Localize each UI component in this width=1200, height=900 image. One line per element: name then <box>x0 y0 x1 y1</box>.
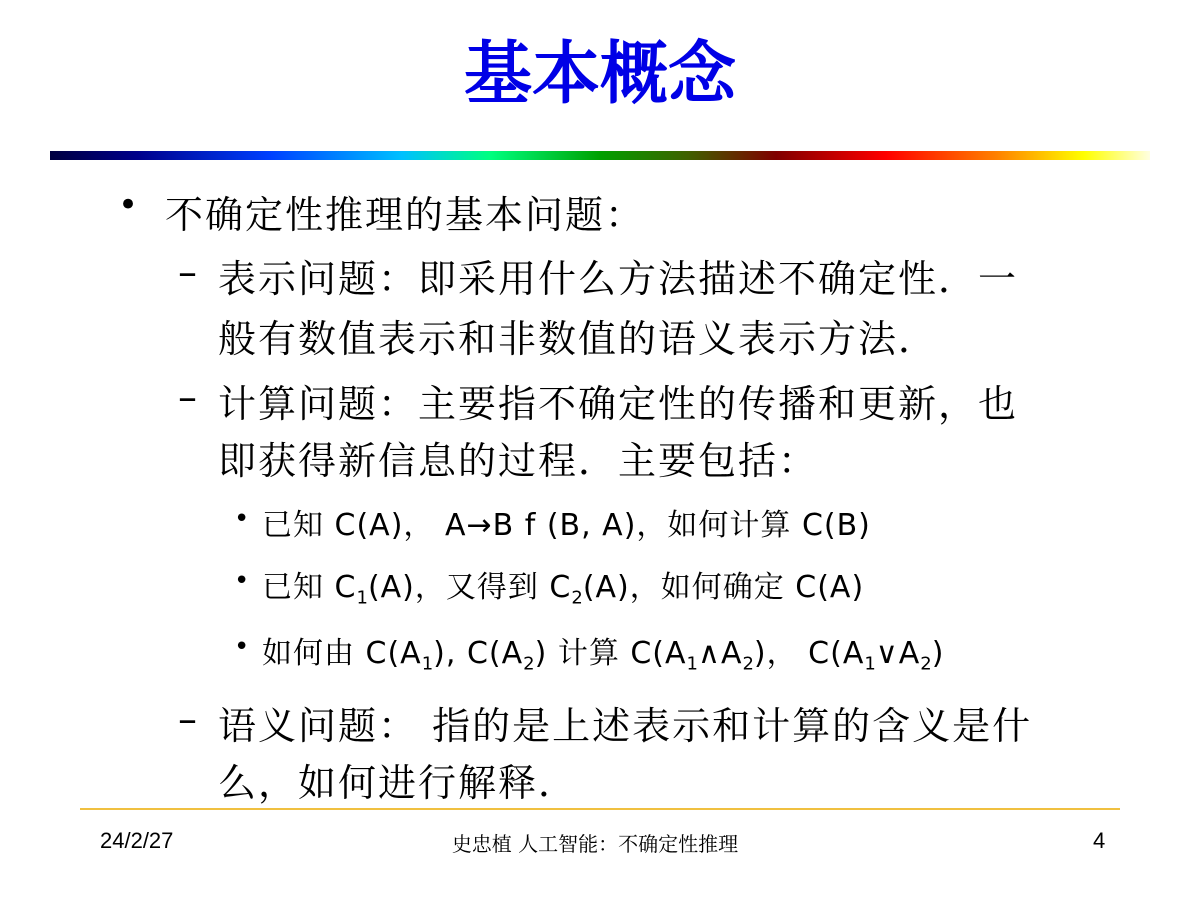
semantics-line1: 语义问题： 指的是上述表示和计算的含义是什 <box>218 704 1033 748</box>
sub2-text: (A)，又得到 C <box>367 570 572 605</box>
footer-page-number: 4 <box>1093 828 1106 853</box>
sub2-text: 已知 C <box>262 570 357 605</box>
semantics-line2: 么，如何进行解释． <box>218 761 579 805</box>
sub3-text: ) 计算 C(A <box>534 636 687 671</box>
subscript: 1 <box>686 653 698 675</box>
sub-bullet-dot: • <box>234 504 250 534</box>
subscript: 2 <box>742 653 754 675</box>
main-bullet-text: 不确定性推理的基本问题： <box>165 193 646 237</box>
subscript: 2 <box>920 653 932 675</box>
dash-marker: – <box>178 697 197 741</box>
sub-bullet-3 <box>262 628 944 674</box>
footer-date: 24/2/27 <box>100 828 174 853</box>
footer-course-title: 史忠植 人工智能：不确定性推理 <box>451 832 739 856</box>
subscript: 2 <box>523 653 535 675</box>
sub3-text: ∧A <box>697 636 743 671</box>
bullet-dot: • <box>118 185 139 225</box>
subscript: 1 <box>864 653 876 675</box>
sub-bullet-1: 已知 C(A)， A→B f (B, A)，如何计算 C(B) <box>262 508 871 543</box>
sub3-text: 如何由 C(A <box>262 636 422 671</box>
dash-marker: – <box>178 250 197 294</box>
title-rainbow-divider <box>50 151 1150 160</box>
subscript: 1 <box>421 653 434 675</box>
sub-bullet-dot: • <box>234 566 250 596</box>
representation-line2: 般有数值表示和非数值的语义表示方法． <box>218 317 939 361</box>
sub2-text: (A)，如何确定 C(A) <box>582 570 865 605</box>
footer-rule <box>80 808 1120 810</box>
computation-line1: 计算问题：主要指不确定性的传播和更新，也 <box>218 382 1019 426</box>
dash-marker: – <box>178 375 197 419</box>
sub3-text: ) <box>931 636 945 671</box>
slide-title: 基本概念 <box>463 35 736 114</box>
sub-bullet-dot: • <box>234 632 250 662</box>
sub3-text: )， C(A <box>753 636 865 671</box>
sub3-text: ), C(A <box>433 636 524 671</box>
computation-line2: 即获得新信息的过程．主要包括： <box>218 439 819 483</box>
representation-line1: 表示问题：即采用什么方法描述不确定性．一 <box>218 257 1019 301</box>
sub3-text: ∨A <box>875 636 921 671</box>
sub-bullet-2 <box>262 562 864 608</box>
subscript: 2 <box>571 587 583 609</box>
subscript: 1 <box>356 587 368 609</box>
